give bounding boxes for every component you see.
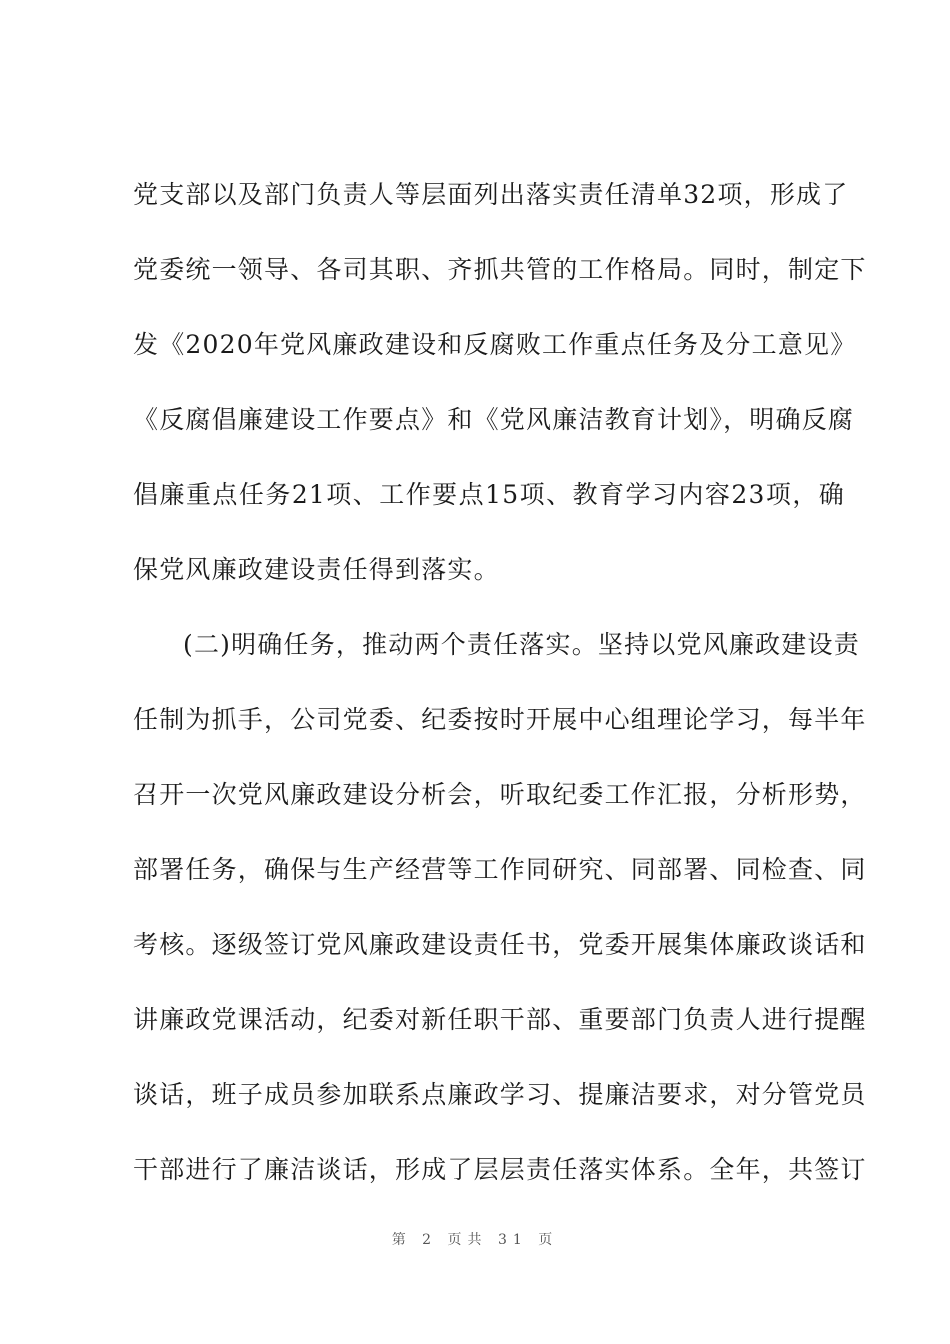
text-line: 任制为抓手，公司党委、纪委按时开展中心组理论学习，每半年 bbox=[133, 705, 867, 734]
page-number-footer: 第 2 页共 31 页 bbox=[391, 1232, 559, 1248]
text-line: 保党风廉政建设责任得到落实。 bbox=[133, 555, 500, 584]
text-line: 《反腐倡廉建设工作要点》和《党风廉洁教育计划》，明确反腐 bbox=[133, 405, 855, 434]
text-line: 召开一次党风廉政建设分析会，听取纪委工作汇报，分析形势， bbox=[133, 780, 867, 809]
text-line: 部署任务，确保与生产经营等工作同研究、同部署、同检查、同 bbox=[133, 855, 867, 884]
text-line: 党支部以及部门负责人等层面列出落实责任清单32项，形成了 bbox=[133, 180, 849, 209]
text-line: 党委统一领导、各司其职、齐抓共管的工作格局。同时，制定下 bbox=[133, 255, 867, 284]
text-line: 干部进行了廉洁谈话，形成了层层责任落实体系。全年，共签订 bbox=[133, 1155, 867, 1184]
text-line: 倡廉重点任务21项、工作要点15项、教育学习内容23项，确 bbox=[133, 480, 845, 509]
text-line: 考核。逐级签订党风廉政建设责任书，党委开展集体廉政谈话和 bbox=[133, 930, 867, 959]
text-line: 发《2020年党风廉政建设和反腐败工作重点任务及分工意见》 bbox=[133, 330, 857, 359]
text-line: 谈话，班子成员参加联系点廉政学习、提廉洁要求，对分管党员 bbox=[133, 1080, 867, 1109]
text-line: (二)明确任务，推动两个责任落实。坚持以党风廉政建设责 bbox=[183, 630, 860, 659]
text-line: 讲廉政党课活动，纪委对新任职干部、重要部门负责人进行提醒 bbox=[133, 1005, 867, 1034]
